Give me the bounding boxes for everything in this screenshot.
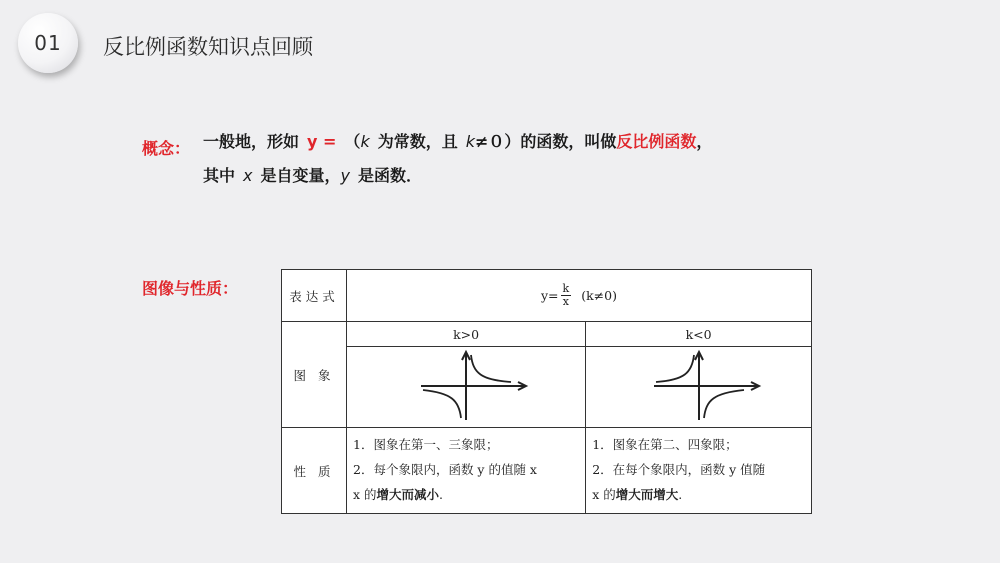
- row-head-graph: 图 象: [282, 322, 347, 428]
- property-line: 1．图象在第二、四象限；: [592, 437, 738, 452]
- section-number: 01: [34, 31, 62, 55]
- properties-table: [281, 269, 812, 514]
- graph-k-negative-cell: [586, 347, 812, 428]
- properties-k-positive: [347, 428, 586, 514]
- concept-line-1: [203, 129, 712, 152]
- property-emphasis: 增大而增大: [615, 487, 679, 502]
- concept-term: 反比例函数: [616, 132, 697, 151]
- concept-label: 概念：: [142, 139, 191, 158]
- concept-text: （: [344, 132, 361, 151]
- hyperbola-branch-q2: [656, 355, 694, 382]
- row-head-expression: 表达式: [282, 270, 347, 322]
- property-line: 1．图象在第一、三象限；: [353, 437, 499, 452]
- concept-text: ，: [696, 132, 713, 151]
- property-text: .: [439, 487, 444, 502]
- property-text: x 的: [353, 487, 377, 502]
- concept-text: 一般地，形如: [203, 132, 300, 151]
- property-line: [353, 482, 579, 507]
- col-head-k-positive: k>0: [347, 322, 586, 347]
- property-emphasis: 增大而减小: [376, 487, 440, 502]
- table-row: [282, 347, 812, 428]
- concept-y: y: [340, 166, 350, 185]
- concept-text: 是自变量，: [260, 166, 341, 185]
- hyperbola-branch-q3: [423, 390, 461, 418]
- col-head-k-negative: k<0: [586, 322, 812, 347]
- property-line: 2．每个象限内，函数 y 的值随 x: [353, 462, 537, 477]
- property-line: 2．在每个象限内，函数 y 值随: [592, 462, 766, 477]
- hyperbola-branch-q1: [471, 355, 511, 382]
- formula-suffix: (k≠0): [581, 288, 617, 303]
- formula: [541, 283, 617, 308]
- formula-denominator: x: [562, 295, 569, 308]
- concept-k: k: [465, 132, 475, 151]
- formula-prefix: y=: [541, 288, 559, 303]
- formula-cell: [347, 270, 812, 322]
- concept-text: ≠０）的函数，叫做: [474, 132, 617, 151]
- section-number-badge: [18, 13, 78, 73]
- table-row: [282, 428, 812, 514]
- table-row: [282, 322, 812, 347]
- hyperbola-branch-q4: [704, 390, 744, 418]
- property-line: [592, 482, 805, 507]
- concept-line-2: [203, 163, 422, 186]
- concept-text: 其中: [203, 166, 236, 185]
- concept-k: k: [360, 132, 370, 151]
- formula-fraction: [561, 283, 572, 308]
- graph-k-positive-cell: [347, 347, 586, 428]
- graph-section-label: 图像与性质：: [142, 279, 239, 298]
- row-head-properties: 性 质: [282, 428, 347, 514]
- concept-text: 是函数．: [357, 166, 422, 185]
- hyperbola-k-positive-graph: [401, 348, 531, 424]
- hyperbola-k-negative-graph: [634, 348, 764, 424]
- concept-x: x: [243, 166, 253, 185]
- formula-numerator: k: [562, 282, 570, 295]
- section-title: 反比例函数知识点回顾: [103, 35, 313, 59]
- property-text: .: [678, 487, 683, 502]
- concept-y-formula: y =: [307, 132, 337, 151]
- concept-text: 为常数，且: [377, 132, 458, 151]
- property-text: x 的: [592, 487, 616, 502]
- table-row: [282, 270, 812, 322]
- properties-k-negative: [586, 428, 812, 514]
